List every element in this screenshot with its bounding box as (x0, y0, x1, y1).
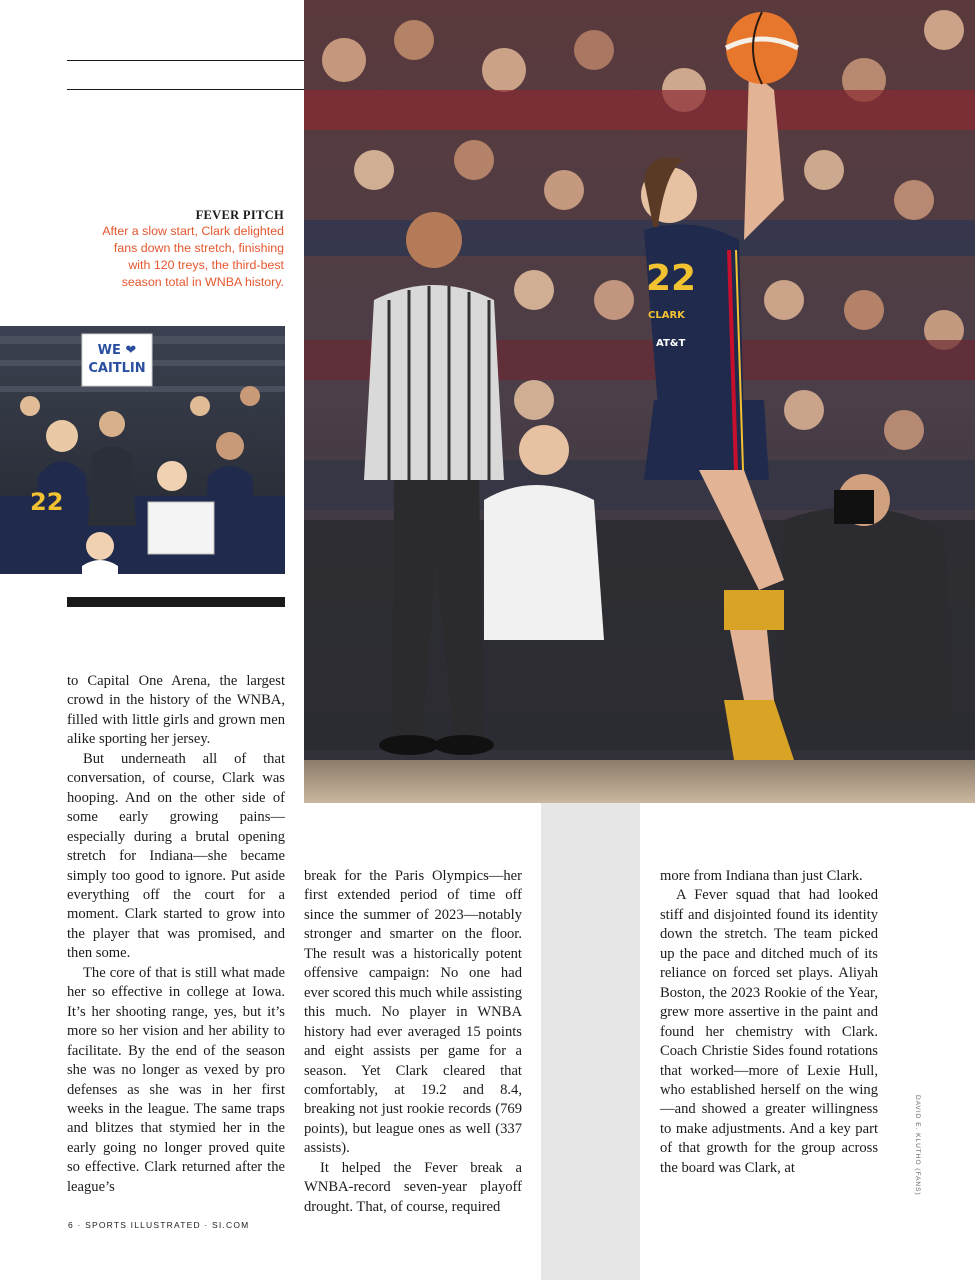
page-folio: 6 · SPORTS ILLUSTRATED · SI.COM (68, 1220, 250, 1230)
col1-paragraph: But underneath all of that conversation, of course, Clark was hooping. And on the other side of some early growing pains—especially during a brutal opening stretch for Indiana—she became simply too good to ignore. Put aside everything off the court for a moment. Clark started to grow into the player that was promised, and then some. (67, 750, 285, 962)
article-column-3 (660, 867, 878, 1178)
photo-credit-text: DAVID E. KLUTHO (FANS) (914, 1095, 921, 1196)
top-rule-1 (67, 60, 304, 61)
col1-paragraph: to Capital One Arena, the largest crowd in the history of the WNBA, filled with little girls and grown men alike sporting her jersey. (67, 673, 285, 748)
article-column-2 (304, 867, 522, 1217)
article-column-1 (67, 672, 285, 1197)
photo-credit (913, 1095, 923, 1195)
fan-jersey-number: 22 (30, 488, 64, 516)
main-photo (304, 0, 975, 803)
caption-body: After a slow start, Clark delighted fans down the stretch, finishing with 120 treys, the third-best season total in WNBA history. (102, 224, 284, 289)
player-jersey-name: CLARK (648, 310, 685, 321)
player-jersey-sponsor: AT&T (656, 338, 686, 349)
col3-paragraph: more from Indiana than just Clark. (660, 868, 863, 884)
top-rule-2 (67, 89, 304, 90)
caption-heading: FEVER PITCH (195, 208, 284, 222)
fan-photo (0, 326, 285, 574)
col1-paragraph: The core of that is still what made her so effective in college at Iowa. It’s her shooting range, yes, but it’s more so her vision and her ability to facilitate. By the end of the season she was no longer as vexed by pro defenses as she was in her first weeks in the league. The same traps and blitzes that stymied her in the early going no longer proved quite so effective. Clark returned after the league’s (67, 964, 285, 1195)
photo-caption (90, 208, 284, 291)
player-jersey-number: 22 (646, 258, 697, 299)
fan-sign-text: WE ❤ CAITLIN (88, 343, 146, 376)
gutter-bar (541, 803, 640, 1280)
col2-paragraph: It helped the Fever break a WNBA-record seven-year playoff drought. That, of course, required (304, 1159, 522, 1215)
section-rule (67, 597, 285, 607)
col2-paragraph: break for the Paris Olympics—her first extended period of time off since the summer of 2023—notably stronger and smarter on the floor. The result was a historically potent offensive campaign: No one had ever scored this much while assisting this much. No player in WNBA history had ever averaged 15 points and eight assists per game for a season. Yet Clark cleared that comfortably, at 19.2 and 8.4, breaking not just rookie records (769 points), but league ones as well (337 assists). (304, 868, 522, 1157)
col3-paragraph: A Fever squad that had looked stiff and disjointed found its identity down the stretch. The team picked up the pace and ditched much of its reliance on forced set plays. Aliyah Boston, the 2023 Rookie of the Year, grew more assertive in the paint and found her chemistry with Clark. Coach Christie Sides found rotations that worked—more of Lexie Hull, who established herself on the wing—and showed a greater willingness to make adjustments. And a key part of that growth for the group across the board was Clark, at (660, 887, 878, 1176)
